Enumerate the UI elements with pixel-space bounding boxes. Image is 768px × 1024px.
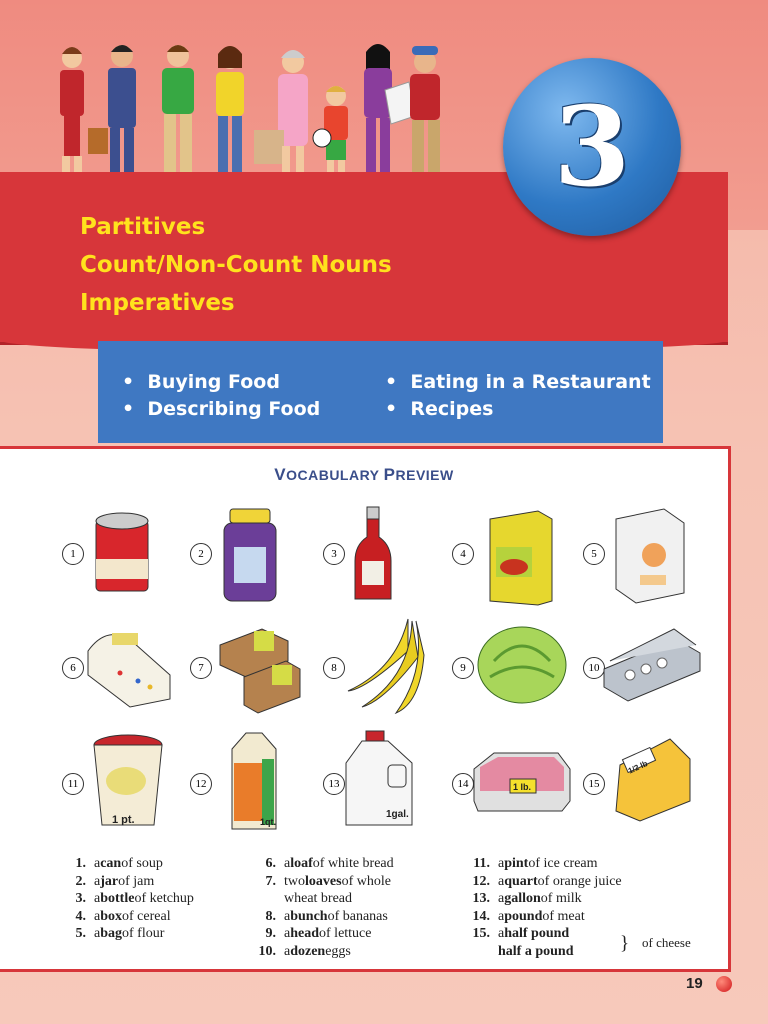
person-student-girl xyxy=(214,46,248,189)
white-bread-loaf-picture xyxy=(80,621,180,711)
topic-buying-food: • Buying Food xyxy=(122,371,280,393)
vocabulary-preview-box xyxy=(0,446,731,972)
vocabulary-preview-title: VOCABULARY PREVIEW xyxy=(274,465,454,484)
flour-bag-picture xyxy=(610,505,690,605)
picture-number: 4 xyxy=(452,543,474,565)
list-item: 14. a pound of meat xyxy=(472,908,585,924)
picture-number: 2 xyxy=(190,543,212,565)
list-item-continuation: half a pound xyxy=(498,943,574,959)
picture-number: 14 xyxy=(452,773,474,795)
cereal-box-picture xyxy=(484,507,558,607)
half-pound-label: 1/2 lb xyxy=(626,759,650,776)
ice-cream-pint-picture xyxy=(90,731,168,831)
page-dot-icon xyxy=(716,976,732,992)
picture-number: 10 xyxy=(583,657,605,679)
person-child-with-ball xyxy=(313,86,348,186)
bananas-picture xyxy=(338,613,428,719)
cheese-half-pound-picture xyxy=(610,735,694,827)
lettuce-head-picture xyxy=(474,621,570,709)
milk-gallon-picture xyxy=(342,729,416,831)
soup-can-picture xyxy=(88,509,158,599)
list-item: 11. a pint of ice cream xyxy=(473,856,598,871)
brace-icon: } xyxy=(620,933,630,954)
picture-number: 6 xyxy=(62,657,84,679)
picture-number: 8 xyxy=(323,657,345,679)
person-grandmother xyxy=(254,50,308,190)
list-item: 5. a bag of flour xyxy=(75,926,165,941)
list-item: 12. a quart of orange juice xyxy=(472,873,622,889)
title-line-imperatives: Imperatives xyxy=(80,290,235,316)
orange-juice-quart-picture xyxy=(226,729,280,833)
quart-label: 1qt. xyxy=(260,817,277,827)
list-item: 9. a head of lettuce xyxy=(265,926,372,941)
vocabulary-list-column-1 xyxy=(60,855,194,943)
pint-label: 1 pt. xyxy=(112,814,135,826)
list-item: 1. a can of soup xyxy=(75,856,163,871)
cheese-suffix: of cheese xyxy=(642,935,691,950)
picture-number: 12 xyxy=(190,773,212,795)
chapter-number-badge xyxy=(503,58,681,236)
topic-eating-restaurant: • Eating in a Restaurant xyxy=(385,371,651,393)
list-item: 2. a jar of jam xyxy=(75,873,155,889)
person-woman-with-paper xyxy=(362,44,415,190)
list-item: 6. a loaf of white bread xyxy=(265,856,394,871)
chapter-title xyxy=(80,208,392,322)
vocabulary-list-column-2 xyxy=(250,855,394,960)
list-item: 13. a gallon of milk xyxy=(472,891,582,906)
chapter-number: 3 xyxy=(553,82,631,211)
topics-panel xyxy=(98,341,663,443)
list-item: 8. a bunch of bananas xyxy=(265,908,388,924)
vocabulary-list-column-3 xyxy=(464,855,622,960)
person-businessman xyxy=(106,45,140,191)
picture-number: 9 xyxy=(452,657,474,679)
page-number: 19 xyxy=(686,975,703,992)
jam-jar-picture xyxy=(218,505,284,605)
topic-recipes: • Recipes xyxy=(385,398,494,420)
picture-number: 3 xyxy=(323,543,345,565)
ketchup-bottle-picture xyxy=(352,505,394,605)
gallon-label: 1gal. xyxy=(386,809,409,820)
wheat-bread-loaves-picture xyxy=(214,621,304,717)
egg-carton-picture xyxy=(600,625,704,707)
person-student-boy xyxy=(160,45,196,191)
picture-number: 5 xyxy=(583,543,605,565)
title-line-count-nouns: Count/Non-Count Nouns xyxy=(80,252,392,278)
list-item: 10. a dozen eggs xyxy=(258,943,351,959)
list-item: 15. a half pound xyxy=(472,926,570,941)
list-item: 7. two loaves of whole xyxy=(265,873,391,889)
title-line-partitives: Partitives xyxy=(80,214,206,240)
meat-pound-picture xyxy=(470,745,574,815)
picture-number: 7 xyxy=(190,657,212,679)
picture-number: 15 xyxy=(583,773,605,795)
picture-number: 13 xyxy=(323,773,345,795)
list-item: 4. a box of cereal xyxy=(75,908,171,924)
topic-describing-food: • Describing Food xyxy=(122,398,321,420)
list-item: 3. a bottle of ketchup xyxy=(75,891,194,906)
pound-label: 1 lb. xyxy=(513,782,532,792)
picture-number: 1 xyxy=(62,543,84,565)
picture-number: 11 xyxy=(62,773,84,795)
person-worker xyxy=(408,46,444,191)
list-item-continuation: wheat bread xyxy=(284,891,353,906)
